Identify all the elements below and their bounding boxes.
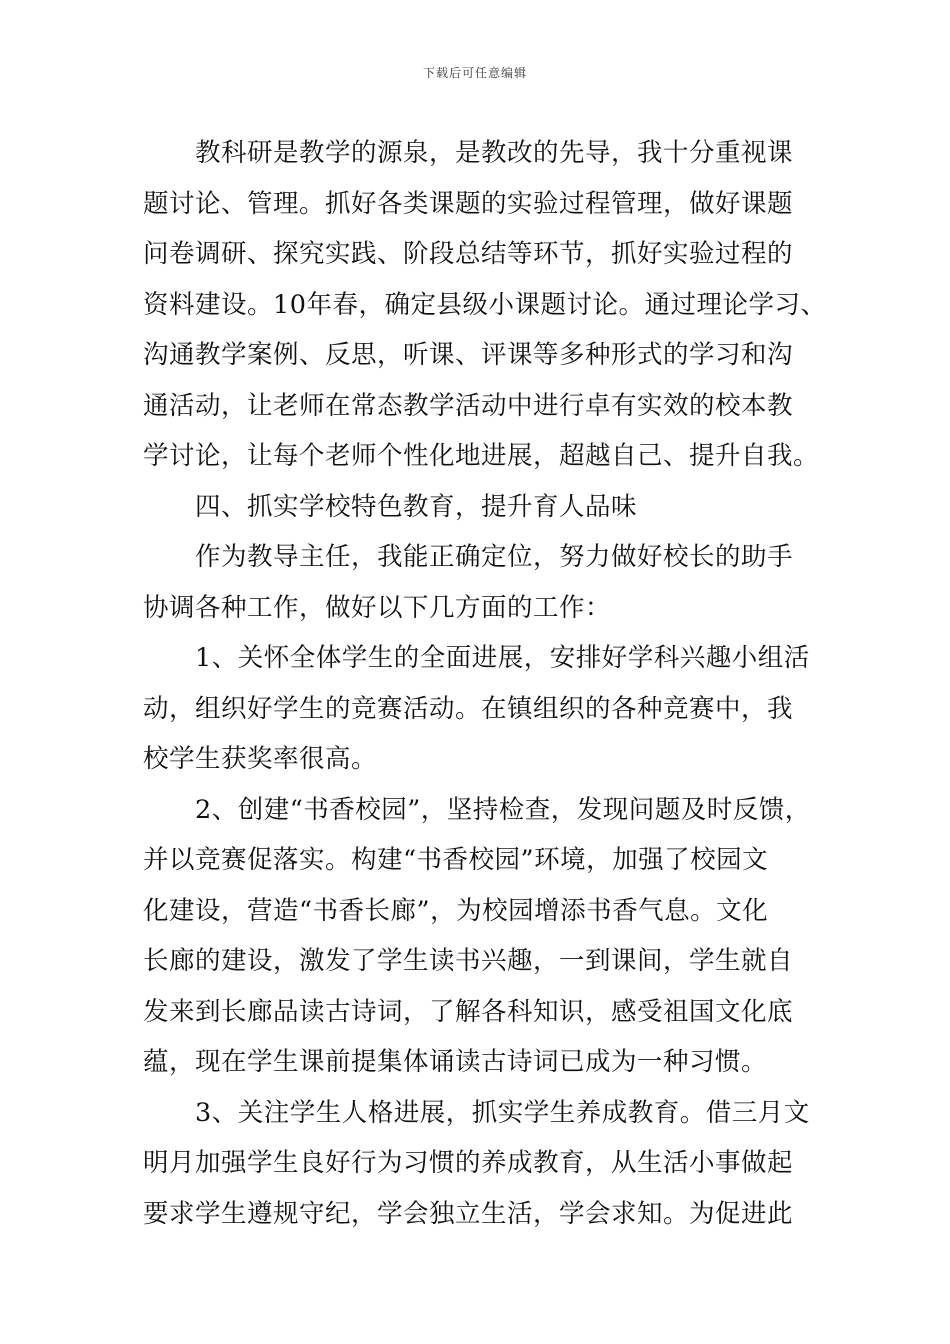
page-header: 下载后可任意编辑 [422, 66, 527, 80]
text-line: 通活动，让老师在常态教学活动中进行卓有实效的校本教 [143, 390, 794, 421]
list-item-line: 2、创建“书香校园”，坚持检查，发现问题及时反馈， [195, 794, 811, 825]
text-line: 蕴，现在学生课前提集体诵读古诗词已成为一种习惯。 [143, 1047, 768, 1077]
text-line: 问卷调研、探究实践、阶段总结等环节，抓好实验过程的 [143, 239, 794, 269]
text-line: 题讨论、管理。抓好各类课题的实验过程管理，做好课题 [143, 188, 794, 219]
text-line: 作为教导主任，我能正确定位，努力做好校长的助手 [195, 542, 794, 572]
text-line: 动，组织好学生的竞赛活动。在镇组织的各种竞赛中，我 [143, 693, 794, 724]
section-heading: 四、抓实学校特色教育，提升育人品味 [195, 491, 638, 522]
text-line: 明月加强学生良好行为习惯的养成教育，从生活小事做起 [143, 1148, 794, 1178]
text-line: 并以竞赛促落实。构建“书香校园”环境，加强了校园文 [143, 845, 769, 875]
list-item-line: 3、关注学生人格进展，抓实学生养成教育。借三月文 [195, 1097, 810, 1128]
text-line: 长廊的建设，激发了学生读书兴趣，一到课间，学生就自 [143, 946, 794, 976]
text-line: 化建设，营造“书香长廊”，为校园增添书香气息。文化 [143, 895, 769, 926]
text-line: 资料建设。10年春，确定县级小课题讨论。通过理论学习、 [143, 289, 827, 320]
text-line: 校学生获奖率很高。 [143, 744, 378, 774]
text-line: 沟通教学案例、反思，听课、评课等多种形式的学习和沟 [143, 340, 794, 370]
text-line: 教科研是教学的源泉，是教改的先导，我十分重视课 [195, 138, 794, 168]
text-line: 发来到长廊品读古诗词，了解各科知识，感受祖国文化底 [143, 996, 794, 1027]
text-line: 协调各种工作，做好以下几方面的工作： [143, 592, 612, 623]
list-item-line: 1、关怀全体学生的全面进展，安排好学科兴趣小组活 [195, 643, 810, 673]
text-line: 学讨论，让每个老师个性化地进展，超越自己、提升自我。 [143, 441, 820, 471]
document-body [143, 128, 827, 1239]
text-line: 要求学生遵规守纪，学会独立生活，学会求知。为促进此 [143, 1198, 794, 1229]
